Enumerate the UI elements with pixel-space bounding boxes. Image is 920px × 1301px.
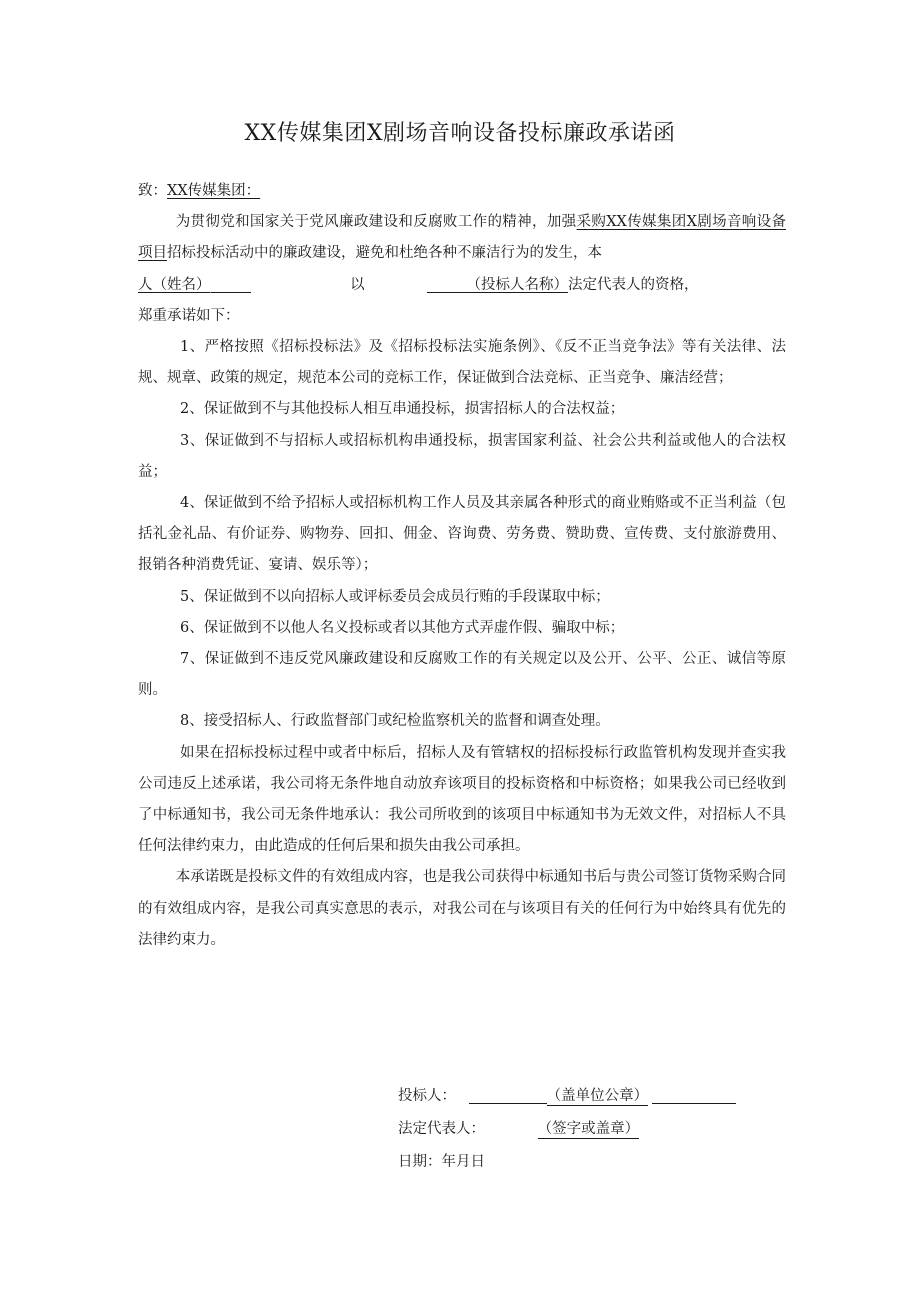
bidder-label: 投标人： (398, 1088, 456, 1104)
commitment-item-7: 7、保证做到不违反党风廉政建设和反腐败工作的有关规定以及公开、公平、公正、诚信等原则。 (138, 651, 786, 699)
letter-body (138, 176, 786, 956)
salutation (138, 176, 786, 207)
representative-seal: （签字或盖章） (537, 1121, 640, 1137)
date-label: 日期：年月日 (398, 1154, 485, 1170)
signature-block (398, 1080, 818, 1179)
intro-bidder-field: （投标人名称） (466, 276, 568, 293)
commitment-item-5: 5、保证做到不以向招标人或评标委员会成员行贿的手段谋取中标； (180, 588, 610, 605)
intro-part1: 为贯彻党和国家关于党风廉政建设和反腐败工作的精神，加强 (175, 214, 577, 231)
intro-part3: 法定代表人的资格， (568, 276, 699, 293)
commitment-item-4: 4、保证做到不给予招标人或招标机构工作人员及其亲属各种形式的商业贿赂或不正当利益（包括礼金礼品、有价证券、购物券、回扣、佣金、咨询费、劳务费、赞助费、宣传费、支付旅游费用、报销各种消费凭证、宴请、娱乐等）； (138, 495, 786, 574)
intro-person-field: 人（姓名） (138, 276, 211, 293)
bidder-blank-line (469, 1085, 547, 1104)
commitment-item-2: 2、保证做到不与其他投标人相互串通投标，损害招标人的合法权益； (180, 401, 625, 418)
bidder-signature-row (398, 1080, 818, 1113)
bidder-blank-line (427, 274, 467, 293)
salutation-prefix: 致： (138, 183, 167, 199)
person-blank-line (211, 274, 251, 293)
commitment-item-3: 3、保证做到不与招标人或招标机构串通投标，损害国家利益、社会公共利益或他人的合法权益； (138, 432, 786, 480)
closing-paragraph: 本承诺既是投标文件的有效组成内容，也是我公司获得中标通知书后与贵公司签订货物采购合同的有效组成内容，是我公司真实意思的表示，对我公司在与该项目有关的任何行为中始终具有优先的法律约束力。 (138, 869, 786, 948)
intro-project: 采购XX传媒集团X剧场音响设备项目 (138, 214, 786, 262)
bidder-seal: （盖单位公章） (546, 1088, 649, 1104)
page-title: XX传媒集团X剧场音响设备投标廉政承诺函 (244, 121, 676, 146)
date-row (398, 1146, 818, 1179)
salutation-recipient: XX传媒集团： (167, 183, 261, 199)
bidder-blank-line-right (652, 1085, 736, 1104)
commitment-item-6: 6、保证做到不以他人名义投标或者以其他方式弄虚作假、骗取中标； (180, 619, 625, 636)
intro-part4: 郑重承诺如下： (138, 307, 240, 324)
representative-signature-row (398, 1113, 818, 1146)
commitment-item-8: 8、接受招标人、行政监督部门或纪检监察机关的监督和调查处理。 (180, 713, 610, 730)
representative-label: 法定代表人： (398, 1121, 485, 1137)
intro-part2: 招标投标活动中的廉政建设，避免和杜绝各种不廉洁行为的发生，本 (167, 245, 602, 262)
intro-paragraph (138, 207, 786, 332)
intro-with: 以 (350, 276, 365, 293)
penalty-paragraph: 如果在招标投标过程中或者中标后，招标人及有管辖权的招标投标行政监管机构发现并查实我公司违反上述承诺，我公司将无条件地自动放弃该项目的投标资格和中标资格；如果我公司已经收到了中标通知书，我公司无条件地承认：我公司所收到的该项目中标通知书为无效文件，对招标人不具任何法律约束力，由此造成的任何后果和损失由我公司承担。 (138, 744, 786, 855)
commitment-item-1: 1、严格按照《招标投标法》及《招标投标法实施条例》、《反不正当竞争法》等有关法律、法规、规章、政策的规定，规范本公司的竞标工作，保证做到合法竞标、正当竞争、廉洁经营； (138, 339, 786, 387)
